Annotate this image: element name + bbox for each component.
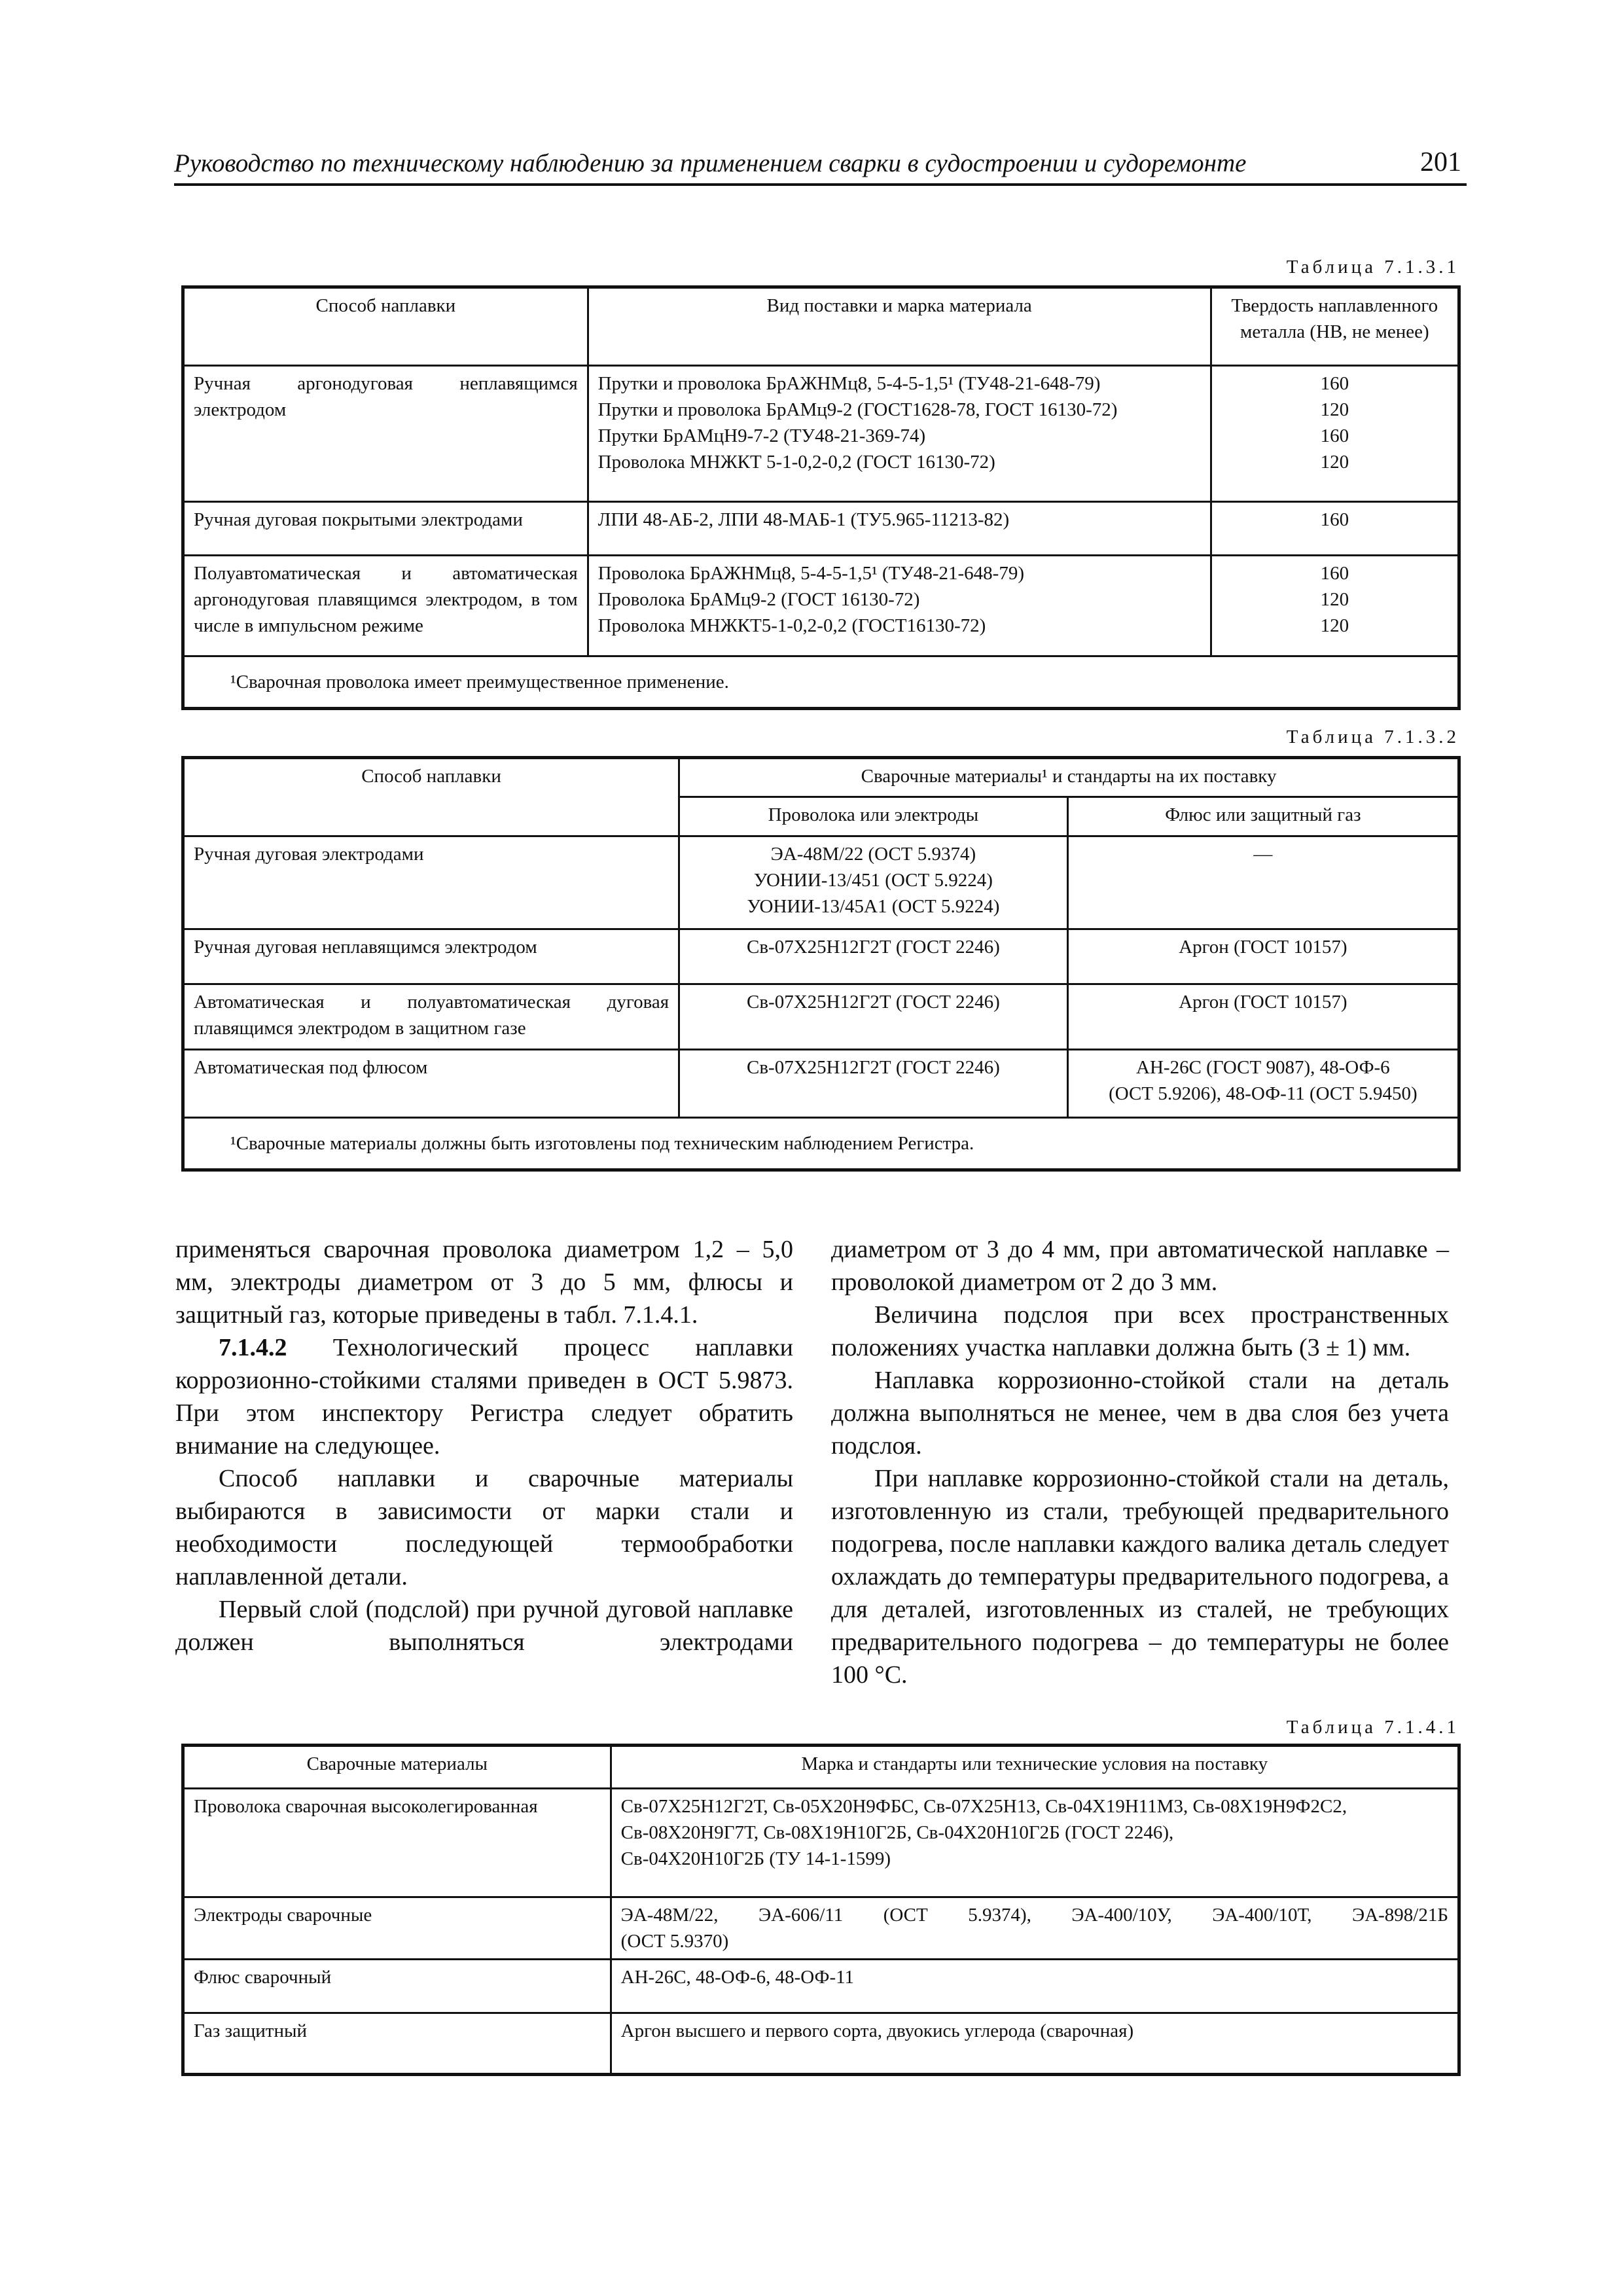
material-cell [588, 556, 1211, 656]
table-label-7-1-3-1: Таблица 7.1.3.1 [1286, 257, 1459, 278]
material-line: Прутки БрАМцН9-7-2 (ТУ48-21-369-74) [597, 425, 926, 446]
table-footnote: ¹Сварочные материалы должны быть изготовлены под техническим наблюдением Регистра. [183, 1118, 1459, 1170]
table-row [183, 1960, 1459, 2013]
material-line: Прутки и проволока БрАМц9-2 (ГОСТ1628-78, ГОСТ 16130-72) [597, 399, 1118, 420]
table-7-1-4-1 [181, 1744, 1461, 2076]
material-line: Проволока БрАМц9-2 (ГОСТ 16130-72) [597, 589, 920, 610]
material-cell [588, 502, 1211, 556]
running-title: Руководство по техническому наблюдению за применением сварки в судостроении и судоремонте [174, 149, 1247, 177]
wire-cell [679, 929, 1068, 984]
paragraph: Первый слой (подслой) при ручной дуговой наплавке должен выполняться электродами [175, 1596, 793, 1656]
value-line: Аргон высшего и первого сорта, двуокись углерода (сварочная) [620, 2020, 1134, 2041]
text-column-left [175, 1233, 793, 1659]
table-row [183, 556, 1459, 656]
method-cell: Ручная дуговая электродами [183, 836, 679, 929]
hardness-value: 120 [1320, 615, 1349, 636]
method-cell: Ручная аргонодуговая неплавящимся электродом [183, 366, 588, 502]
value-line: Св-04Х20Н10Г2Б (ТУ 14-1-1599) [620, 1848, 891, 1869]
hardness-value: 120 [1320, 399, 1349, 420]
table-row [183, 2013, 1459, 2075]
value-line: Св-08Х20Н9Г7Т, Св-08Х19Н10Г2Б, Св-04Х20Н10Г2Б (ГОСТ 2246), [620, 1822, 1174, 1843]
flux-cell [1067, 929, 1459, 984]
running-header [174, 145, 1467, 186]
paragraph: применяться сварочная проволока диаметром 1,2 – 5,0 мм, электроды диаметром от 3 до 5 мм, флюсы и защитный газ, которые приведены в табл. 7.1.4.1. [175, 1236, 793, 1329]
hardness-value: 120 [1320, 452, 1349, 473]
table-header-cell: Способ наплавки [183, 758, 679, 836]
text-column-right [831, 1233, 1449, 1691]
hardness-cell [1211, 502, 1459, 556]
material-line: Проволока МНЖКТ5-1-0,2-0,2 (ГОСТ16130-72) [597, 615, 986, 636]
material-value-cell [611, 1789, 1459, 1897]
table-footnote: ¹Сварочная проволока имеет преимущественное применение. [183, 656, 1459, 709]
material-line: Прутки и проволока БрАЖНМц8, 5-4-5-1,5¹ (ТУ48-21-648-79) [597, 373, 1101, 394]
material-value-cell [611, 2013, 1459, 2075]
table-row [183, 502, 1459, 556]
value-line: АН-26С, 48-ОФ-6, 48-ОФ-11 [620, 1967, 855, 1988]
hardness-value: 120 [1320, 589, 1349, 610]
method-cell: Автоматическая и полуавтоматическая дуговая плавящимся электродом в защитном газе [183, 984, 679, 1050]
table-row [183, 836, 1459, 929]
paragraph: При наплавке коррозионно-стойкой стали на деталь, изготовленную из стали, требующей предварительного подогрева, после наплавки каждого валика деталь следует охлаждать до температуры предварительного подогрева, а для деталей, изготовленных из сталей, не требующих предварительного подогрева – до температуры не более 100 °С. [831, 1465, 1449, 1689]
hardness-cell [1211, 556, 1459, 656]
value-line: (ОСТ 5.9370) [620, 1931, 729, 1952]
paragraph-text: Технологический процесс наплавки коррозионно-стойкими сталями приведен в ОСТ 5.9873. При этом инспектору Регистра следует обратить внимание на следующее. [175, 1334, 793, 1460]
value-line: ЭА-48М/22, ЭА-606/11 (ОСТ 5.9374), ЭА-400/10У, ЭА-400/10Т, ЭА-898/21Б [620, 1905, 1448, 1926]
table-header-cell: Марка и стандарты или технические условия на поставку [611, 1746, 1459, 1789]
material-value-cell [611, 1960, 1459, 2013]
table-subheader-cell: Проволока или электроды [679, 797, 1068, 836]
material-line: ЛПИ 48-АБ-2, ЛПИ 48-МАБ-1 (ТУ5.965-11213-82) [597, 509, 1010, 530]
paragraph: Величина подслоя при всех пространственных положениях участка наплавки должна быть (3 ± 1) мм. [831, 1301, 1449, 1361]
hardness-cell [1211, 366, 1459, 502]
table-header-cell: Сварочные материалы [183, 1746, 611, 1789]
wire-line: Св-07Х25Н12Г2Т (ГОСТ 2246) [747, 1057, 1000, 1078]
table-row [183, 929, 1459, 984]
wire-line: Св-07Х25Н12Г2Т (ГОСТ 2246) [747, 992, 1000, 1013]
material-line: Проволока БрАЖНМц8, 5-4-5-1,5¹ (ТУ48-21-648-79) [597, 563, 1024, 584]
table-row [183, 1897, 1459, 1960]
material-name-cell: Проволока сварочная высоколегированная [183, 1789, 611, 1897]
flux-line: Аргон (ГОСТ 10157) [1179, 992, 1347, 1013]
table-row [183, 1789, 1459, 1897]
table-header-cell: Способ наплавки [183, 287, 588, 366]
material-name-cell: Газ защитный [183, 2013, 611, 2075]
table-label-7-1-3-2: Таблица 7.1.3.2 [1286, 726, 1459, 747]
table-7-1-3-2 [181, 756, 1461, 1172]
page-number: 201 [1420, 147, 1461, 177]
table-row [183, 1050, 1459, 1118]
wire-cell [679, 1050, 1068, 1118]
material-cell [588, 366, 1211, 502]
hardness-value: 160 [1320, 373, 1349, 394]
material-name-cell: Электроды сварочные [183, 1897, 611, 1960]
table-label-7-1-4-1: Таблица 7.1.4.1 [1286, 1717, 1459, 1738]
flux-line: Аргон (ГОСТ 10157) [1179, 937, 1347, 958]
flux-cell [1067, 984, 1459, 1050]
wire-line: УОНИИ-13/45А1 (ОСТ 5.9224) [747, 896, 1000, 917]
paragraph-7-1-4-2 [175, 1331, 793, 1462]
material-line: Проволока МНЖКТ 5-1-0,2-0,2 (ГОСТ 16130-72) [597, 452, 995, 473]
method-cell: Ручная дуговая покрытыми электродами [183, 502, 588, 556]
wire-cell [679, 984, 1068, 1050]
flux-cell [1067, 1050, 1459, 1118]
method-cell: Автоматическая под флюсом [183, 1050, 679, 1118]
table-row [183, 984, 1459, 1050]
wire-line: УОНИИ-13/451 (ОСТ 5.9224) [753, 870, 993, 891]
wire-cell [679, 836, 1068, 929]
flux-line: (ОСТ 5.9206), 48-ОФ-11 (ОСТ 5.9450) [1109, 1083, 1418, 1104]
table-header-cell: Сварочные материалы¹ и стандарты на их поставку [679, 758, 1459, 797]
wire-line: Св-07Х25Н12Г2Т (ГОСТ 2246) [747, 937, 1000, 958]
flux-line: АН-26С (ГОСТ 9087), 48-ОФ-6 [1136, 1057, 1390, 1078]
hardness-value: 160 [1320, 425, 1349, 446]
table-header-cell: Твердость наплавленного металла (HB, не менее) [1211, 287, 1459, 366]
table-subheader-cell: Флюс или защитный газ [1067, 797, 1459, 836]
table-header-cell: Вид поставки и марка материала [588, 287, 1211, 366]
material-name-cell: Флюс сварочный [183, 1960, 611, 2013]
paragraph: Наплавка коррозионно-стойкой стали на деталь должна выполняться не менее, чем в два слоя без учета подслоя. [831, 1367, 1449, 1460]
hardness-value: 160 [1320, 563, 1349, 584]
flux-line: — [1253, 844, 1273, 865]
flux-cell [1067, 836, 1459, 929]
paragraph: диаметром от 3 до 4 мм, при автоматической наплавке – проволокой диаметром от 2 до 3 мм. [831, 1236, 1449, 1296]
table-7-1-3-1 [181, 285, 1461, 710]
paragraph: Способ наплавки и сварочные материалы выбираются в зависимости от марки стали и необходимости последующей термообработки наплавленной детали. [175, 1465, 793, 1590]
value-line: Св-07Х25Н12Г2Т, Св-05Х20Н9ФБС, Св-07Х25Н13, Св-04Х19Н11М3, Св-08Х19Н9Ф2С2, [620, 1796, 1347, 1817]
method-cell: Полуавтоматическая и автоматическая аргонодуговая плавящимся электродом, в том числе в импульсном режиме [183, 556, 588, 656]
material-value-cell [611, 1897, 1459, 1960]
method-cell: Ручная дуговая неплавящимся электродом [183, 929, 679, 984]
wire-line: ЭА-48М/22 (ОСТ 5.9374) [770, 844, 976, 865]
section-number: 7.1.4.2 [219, 1334, 287, 1361]
hardness-value: 160 [1320, 509, 1349, 530]
table-row [183, 366, 1459, 502]
